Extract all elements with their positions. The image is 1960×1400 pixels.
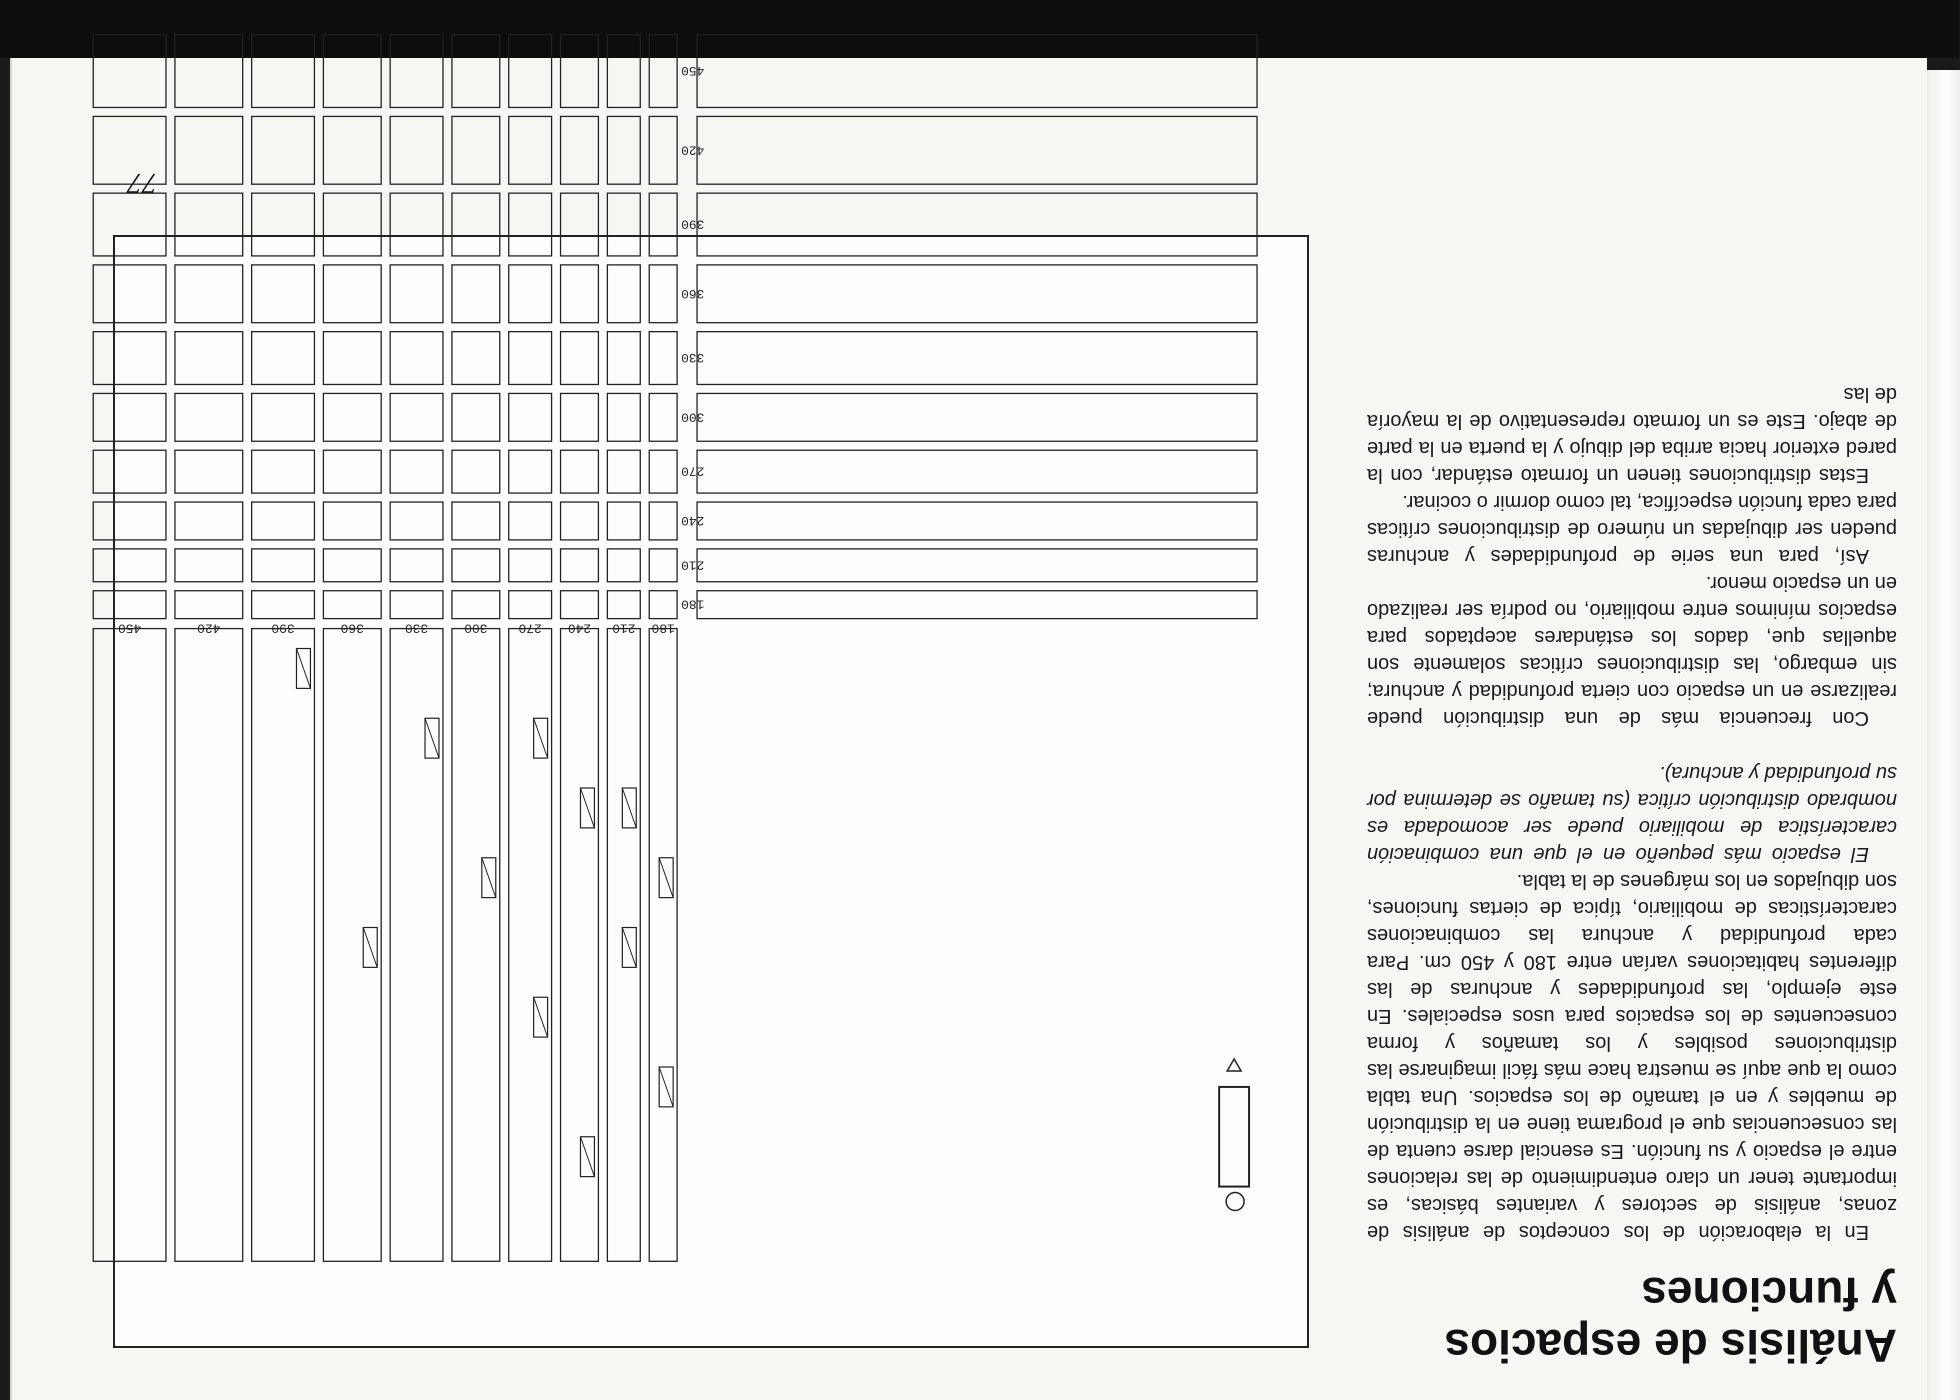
- grid-cell: [323, 265, 381, 323]
- grid-cell: [93, 591, 166, 619]
- grid-cell: [252, 193, 315, 256]
- grid-cell: [390, 549, 443, 582]
- furniture-mark: [580, 788, 594, 828]
- grid-cell: [252, 549, 315, 582]
- grid-cell: [93, 549, 166, 582]
- grid-cell: [93, 193, 166, 256]
- grid-cell: [452, 332, 500, 385]
- furniture-mark: [580, 1137, 594, 1177]
- column-strip: [390, 629, 443, 1262]
- grid-cell: [607, 116, 640, 184]
- grid-cell: [452, 393, 500, 441]
- grid-cell: [561, 116, 599, 184]
- grid-cell: [561, 193, 599, 256]
- grid-cell: [323, 502, 381, 540]
- grid-cell: [452, 265, 500, 323]
- grid-cell: [607, 450, 640, 493]
- grid-cell: [509, 265, 552, 323]
- grid-cell: [649, 591, 677, 619]
- grid-cell: [390, 116, 443, 184]
- grid-cell: [252, 450, 315, 493]
- body-paragraph: En la elaboración de los conceptos de análisis de zonas, análisis de sectores y variantes básicas, es importante tener un claro entendimiento de las relaciones entre el espacio y su función. Es esencial darse cuenta de las consecuencias que el programa tiene en la distribución de muebles y en el tamaño de los espacios. Una tabla como la que aquí se muestra hace más fácil imaginarse las distribuciones posibles y los tamaños y forma consecuentes de los espacios para usos especiales. En este ejemplo, las profundidades y anchuras de las diferentes habitaciones varían entre 180 y 450 cm. Para cada profundidad y anchura las combinaciones características de mobiliario, típica de ciertas funciones, son dibujados en los márgenes de la tabla.: [1367, 870, 1897, 1243]
- grid-cell: [452, 591, 500, 619]
- grid-cell: [561, 332, 599, 385]
- grid-cell: [175, 265, 243, 323]
- grid-cell: [509, 591, 552, 619]
- grid-cell: [561, 591, 599, 619]
- grid-cell: [509, 332, 552, 385]
- top-dark-border: [0, 0, 1959, 58]
- column-strip: [561, 629, 599, 1262]
- grid-cell: [93, 332, 166, 385]
- column-tick-label: 420: [197, 620, 221, 636]
- grid-cell: [649, 549, 677, 582]
- row-tick-label: 390: [681, 216, 705, 232]
- grid-cell: [649, 332, 677, 385]
- grid-cell: [390, 591, 443, 619]
- grid-cell: [452, 450, 500, 493]
- row-tick-label: 450: [681, 63, 705, 79]
- grid-cell: [649, 193, 677, 256]
- column-tick-label: 210: [612, 620, 636, 636]
- row-tick-label: 330: [681, 350, 705, 366]
- window-opening-icon: [1219, 1087, 1249, 1187]
- row-strip: [697, 116, 1257, 184]
- grid-cell: [323, 332, 381, 385]
- column-strip: [452, 629, 500, 1262]
- grid-cell: [649, 265, 677, 323]
- grid-cell: [607, 193, 640, 256]
- grid-cell: [252, 116, 315, 184]
- grid-cell: [561, 549, 599, 582]
- grid-cell: [252, 393, 315, 441]
- furniture-mark: [363, 928, 377, 968]
- grid-cell: [390, 193, 443, 256]
- grid-cell: [175, 549, 243, 582]
- grid-cell: [509, 549, 552, 582]
- heading-line-2: y funciones: [1641, 1268, 1897, 1320]
- grid-cell: [323, 450, 381, 493]
- row-strip: [697, 549, 1257, 582]
- grid-cell: [323, 549, 381, 582]
- row-strip: [697, 393, 1257, 441]
- grid-cell: [252, 502, 315, 540]
- column-tick-label: 270: [518, 620, 542, 636]
- grid-cell: [390, 265, 443, 323]
- furniture-mark: [296, 649, 310, 689]
- body-paragraph: Con frecuencia más de una distribución puede realizarse en un espacio con cierta profundidad y anchura; sin embargo, las distribuciones críticas solamente son aquellas que, dados los estándares aceptados para espacios mínimos entre mobiliario, no podría ser realizado en un espacio menor.: [1367, 572, 1897, 729]
- grid-cell: [175, 450, 243, 493]
- row-strip: [697, 591, 1257, 619]
- column-strip: [607, 629, 640, 1262]
- grid-cell: [509, 502, 552, 540]
- column-tick-label: 180: [651, 620, 675, 636]
- column-tick-label: 360: [340, 620, 364, 636]
- grid-cell: [561, 450, 599, 493]
- row-strip: [697, 193, 1257, 256]
- column-tick-label: 240: [567, 620, 592, 636]
- furniture-mark: [425, 718, 439, 758]
- grid-cell: [649, 450, 677, 493]
- furniture-mark: [659, 1067, 673, 1107]
- grid-cell: [509, 393, 552, 441]
- row-strip: [697, 502, 1257, 540]
- page-heading: [1337, 1268, 1897, 1372]
- door-arrow-icon: [1227, 1059, 1241, 1071]
- furniture-mark: [622, 928, 636, 968]
- column-strip: [509, 629, 552, 1262]
- grid-cell: [607, 265, 640, 323]
- grid-cell: [452, 116, 500, 184]
- heading-line-1: Análisis de espacios: [1444, 1320, 1897, 1372]
- grid-cell: [93, 393, 166, 441]
- furniture-mark: [659, 858, 673, 898]
- grid-cell: [323, 591, 381, 619]
- grid-cell: [390, 450, 443, 493]
- grid-cell: [323, 116, 381, 184]
- grid-cell: [390, 393, 443, 441]
- grid-cell: [323, 193, 381, 256]
- grid-cell: [390, 502, 443, 540]
- body-paragraph: Así, para una serie de profundidades y anchuras pueden ser dibujadas un número de distribuciones críticas para cada función específica, tal como dormir o cocinar.: [1367, 491, 1897, 567]
- grid-cell: [607, 549, 640, 582]
- grid-cell: [561, 393, 599, 441]
- row-tick-label: 210: [681, 557, 705, 573]
- row-strip: [697, 265, 1257, 323]
- grid-cell: [252, 332, 315, 385]
- grid-cell: [175, 116, 243, 184]
- grid-cell: [561, 265, 599, 323]
- article-body: [1367, 380, 1897, 1245]
- furniture-mark: [534, 997, 548, 1037]
- grid-cell: [649, 502, 677, 540]
- grid-cell: [175, 393, 243, 441]
- column-tick-label: 450: [117, 620, 142, 636]
- grid-cell: [175, 591, 243, 619]
- grid-cell: [649, 116, 677, 184]
- grid-cell: [93, 450, 166, 493]
- row-tick-label: 180: [681, 596, 705, 612]
- book-page: [10, 58, 1927, 1400]
- grid-cell: [93, 265, 166, 323]
- grid-cell: [607, 332, 640, 385]
- furniture-mark: [482, 858, 496, 898]
- grid-cell: [607, 393, 640, 441]
- grid-cell: [509, 116, 552, 184]
- row-strip: [697, 450, 1257, 493]
- grid-cell: [649, 393, 677, 441]
- grid-cell: [509, 450, 552, 493]
- grid-cell: [390, 332, 443, 385]
- column-strip: [93, 629, 166, 1262]
- grid-cell: [175, 193, 243, 256]
- grid-cell: [607, 502, 640, 540]
- grid-cell: [175, 502, 243, 540]
- grid-cell: [607, 591, 640, 619]
- grid-cell: [561, 502, 599, 540]
- page-number: 77: [127, 167, 157, 200]
- caption-paragraph: El espacio más pequeño en el que una combinación característica de mobiliario puede ser acomodada es nombrado distribución crítica (su tamaño se determina por su profundidad y anchura).: [1367, 762, 1897, 865]
- row-tick-label: 270: [681, 463, 705, 479]
- grid-cell: [452, 502, 500, 540]
- column-strip: [252, 629, 315, 1262]
- sun-icon: [1226, 1193, 1244, 1211]
- grid-cell: [93, 502, 166, 540]
- column-strip: [175, 629, 243, 1262]
- body-paragraph: Estas distribuciones tienen un formato estándar, con la pared exterior hacia arriba del dibujo y la puerta en la parte de abajo. Este es un formato representativo de la mayoría de las: [1367, 383, 1897, 486]
- row-tick-label: 300: [681, 409, 705, 425]
- column-tick-label: 390: [271, 620, 295, 636]
- grid-cell: [509, 193, 552, 256]
- row-tick-label: 240: [681, 512, 705, 528]
- grid-cell: [452, 193, 500, 256]
- row-strip: [697, 332, 1257, 385]
- grid-cell: [252, 265, 315, 323]
- column-tick-label: 330: [404, 620, 429, 636]
- row-tick-label: 360: [681, 285, 705, 301]
- column-tick-label: 300: [464, 620, 488, 636]
- furniture-mark: [534, 718, 548, 758]
- row-tick-label: 420: [681, 142, 705, 158]
- page-content-upside-down: [12, 58, 1927, 1400]
- grid-cell: [175, 332, 243, 385]
- column-strip: [323, 629, 381, 1262]
- grid-cell: [252, 591, 315, 619]
- furniture-mark: [622, 788, 636, 828]
- grid-cell: [323, 393, 381, 441]
- column-strip: [649, 629, 677, 1262]
- grid-cell: [452, 549, 500, 582]
